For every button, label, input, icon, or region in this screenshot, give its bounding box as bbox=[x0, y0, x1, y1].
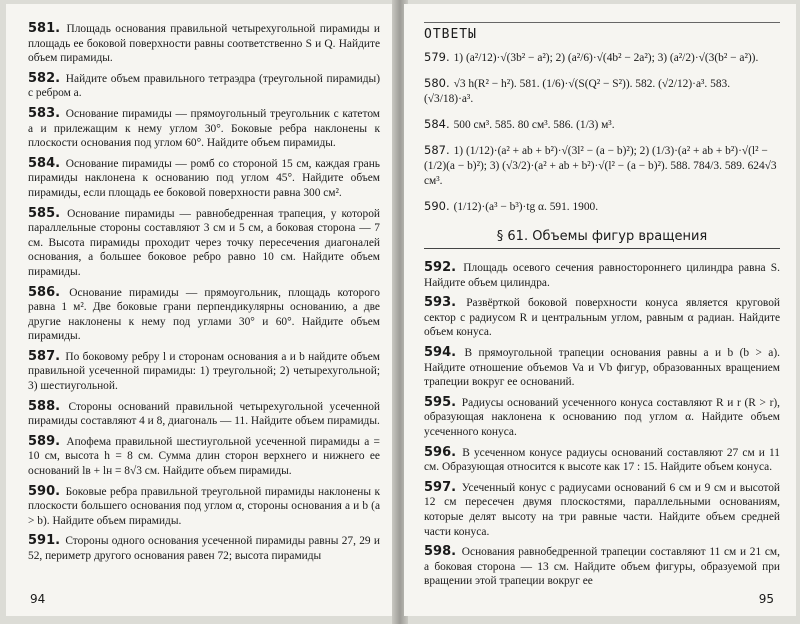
problem-583: 583. Основание пирамиды — прямоугольный треугольник с катетом a и прилежащим к нему углом 30°. Боковые ребра наклонены к плоскости основания под углом 60°. Найдите объем пирамиды. bbox=[28, 105, 380, 150]
problem-589: 589. Апофема правильной шестиугольной усеченной пирамиды a = 10 см, высота h = 8 см. Сумма длин сторон верхнего и нижнего ее оснований lв + lн = 8√3 см. Найдите объем пирамиды. bbox=[28, 433, 380, 478]
answer-580: 580. √3 h(R² − h²). 581. (1/6)·√(S(Q² − S²)). 582. (√2/12)·a³. 583. (√3/18)·a³. bbox=[424, 76, 731, 105]
answer-590: 590. (1/12)·(a³ − b³)·tg α. 591. 1900. bbox=[424, 199, 599, 213]
problem-592: 592. Площадь осевого сечения равностороннего цилиндра равна S. Найдите объем цилиндра. bbox=[424, 260, 780, 289]
section-rule bbox=[424, 248, 780, 249]
problem-591: 591. Стороны одного основания усеченной пирамиды равны 27, 29 и 52, периметр другого основания равен 72; высота пирамиды bbox=[28, 533, 380, 562]
answers-title: ОТВЕТЫ bbox=[424, 27, 477, 42]
header-rule bbox=[424, 22, 780, 23]
answers-list bbox=[424, 50, 780, 215]
problem-593: 593. Развёрткой боковой поверхности конуса является круговой сектор с радиусом R и центральным углом, равным α радиан. Найдите объем конуса. bbox=[424, 295, 780, 339]
page-number: 95 bbox=[758, 592, 774, 606]
problem-598: 598. Основания равнобедренной трапеции составляют 11 см и 21 см, а боковая сторона — 13 см. Найдите объем фигуры, образуемой при вращении этой трапеции вокруг ее bbox=[424, 544, 780, 588]
problem-590: 590. Боковые ребра правильной треугольной пирамиды наклонены к плоскости большего основания под углом α, стороны основания a и b (a > b). Найдите объем пирамиды. bbox=[28, 483, 380, 527]
section-title: § 61. Объемы фигур вращения bbox=[496, 229, 708, 244]
problem-597: 597. Усеченный конус с радиусами оснований 6 см и 9 см и высотой 12 см пересечен двумя плоскостями, параллельными основаниям, которые делят высоту на три равные части. Найдите объем средней части конуса. bbox=[424, 479, 780, 538]
problem-582: 582. Найдите объем правильного тетраэдра (треугольной пирамиды) с ребром a. bbox=[28, 70, 380, 100]
problem-585: 585. Основание пирамиды — равнобедренная трапеция, у которой параллельные стороны составляют 3 см и 5 см, а боковая сторона — 7 см. Высота пирамиды проходит через точку пересечения диагоналей основания, а большее боковое ребро равно 10 см. Найдите объем пирамиды. bbox=[28, 205, 380, 278]
problem-588: 588. Стороны оснований правильной четырехугольной усеченной пирамиды составляют 4 и 8, диагональ — 11. Найдите объем пирамиды. bbox=[28, 398, 380, 428]
left-problem-list bbox=[28, 22, 380, 564]
right-problem-list bbox=[424, 261, 780, 589]
problem-586: 586. Основание пирамиды — прямоугольник, площадь которого равна 1 м². Две боковые грани перпендикулярны основанию, а две другие наклонены к нему под углами 30° и 60°. Найдите объем пирамиды. bbox=[28, 284, 381, 343]
left-page bbox=[6, 4, 396, 616]
problem-595: 595. Радиусы оснований усеченного конуса составляют R и r (R > r), образующая наклонена к основанию под углом α. Найдите объем усеченного конуса. bbox=[424, 394, 781, 438]
answer-584: 584. 500 см³. 585. 80 см³. 586. (1/3) м³. bbox=[424, 117, 615, 131]
problem-594: 594. В прямоугольной трапеции основания равны a и b (b > a). Найдите отношение объемов Va и Vb фигур, образованных вращением трапеции вокруг ее оснований. bbox=[424, 344, 780, 389]
page-number: 94 bbox=[30, 592, 46, 606]
right-page bbox=[404, 4, 796, 616]
answer-579: 579. 1) (a²/12)·√(3b² − a²); 2) (a²/6)·√(4b² − 2a²); 3) (a²/2)·√(3(b² − a²)). bbox=[424, 50, 759, 64]
answer-587: 587. 1) (1/12)·(a² + ab + b²)·√(3l² − (a − b)²); 2) (1/3)·(a² + ab + b²)·√(l² − (1/2)(a − b)²); 3) (√3/2)·(a² + ab + b²)·√(l² − (a − b)²). 588. 784/3. 589. 624√3 см³. bbox=[424, 143, 777, 187]
problem-584: 584. Основание пирамиды — ромб со стороной 15 см, каждая грань пирамиды наклонена к основанию под углом 45°. Найдите объем пирамиды, если площадь ее боковой поверхности равна 300 см². bbox=[28, 155, 380, 199]
problem-587: 587. По боковому ребру l и сторонам основания a и b найдите объем правильной усеченной пирамиды: 1) треугольной; 2) четырехугольной; 3) шестиугольной. bbox=[28, 348, 380, 393]
problem-581: 581. Площадь основания правильной четырехугольной пирамиды и площадь ее боковой поверхности равны соответственно S и Q. Найдите объем пирамиды. bbox=[28, 21, 380, 65]
problem-596: 596. В усеченном конусе радиусы оснований составляют 27 см и 11 см. Образующая относится к высоте как 17 : 15. Найдите объем конуса. bbox=[424, 444, 780, 474]
